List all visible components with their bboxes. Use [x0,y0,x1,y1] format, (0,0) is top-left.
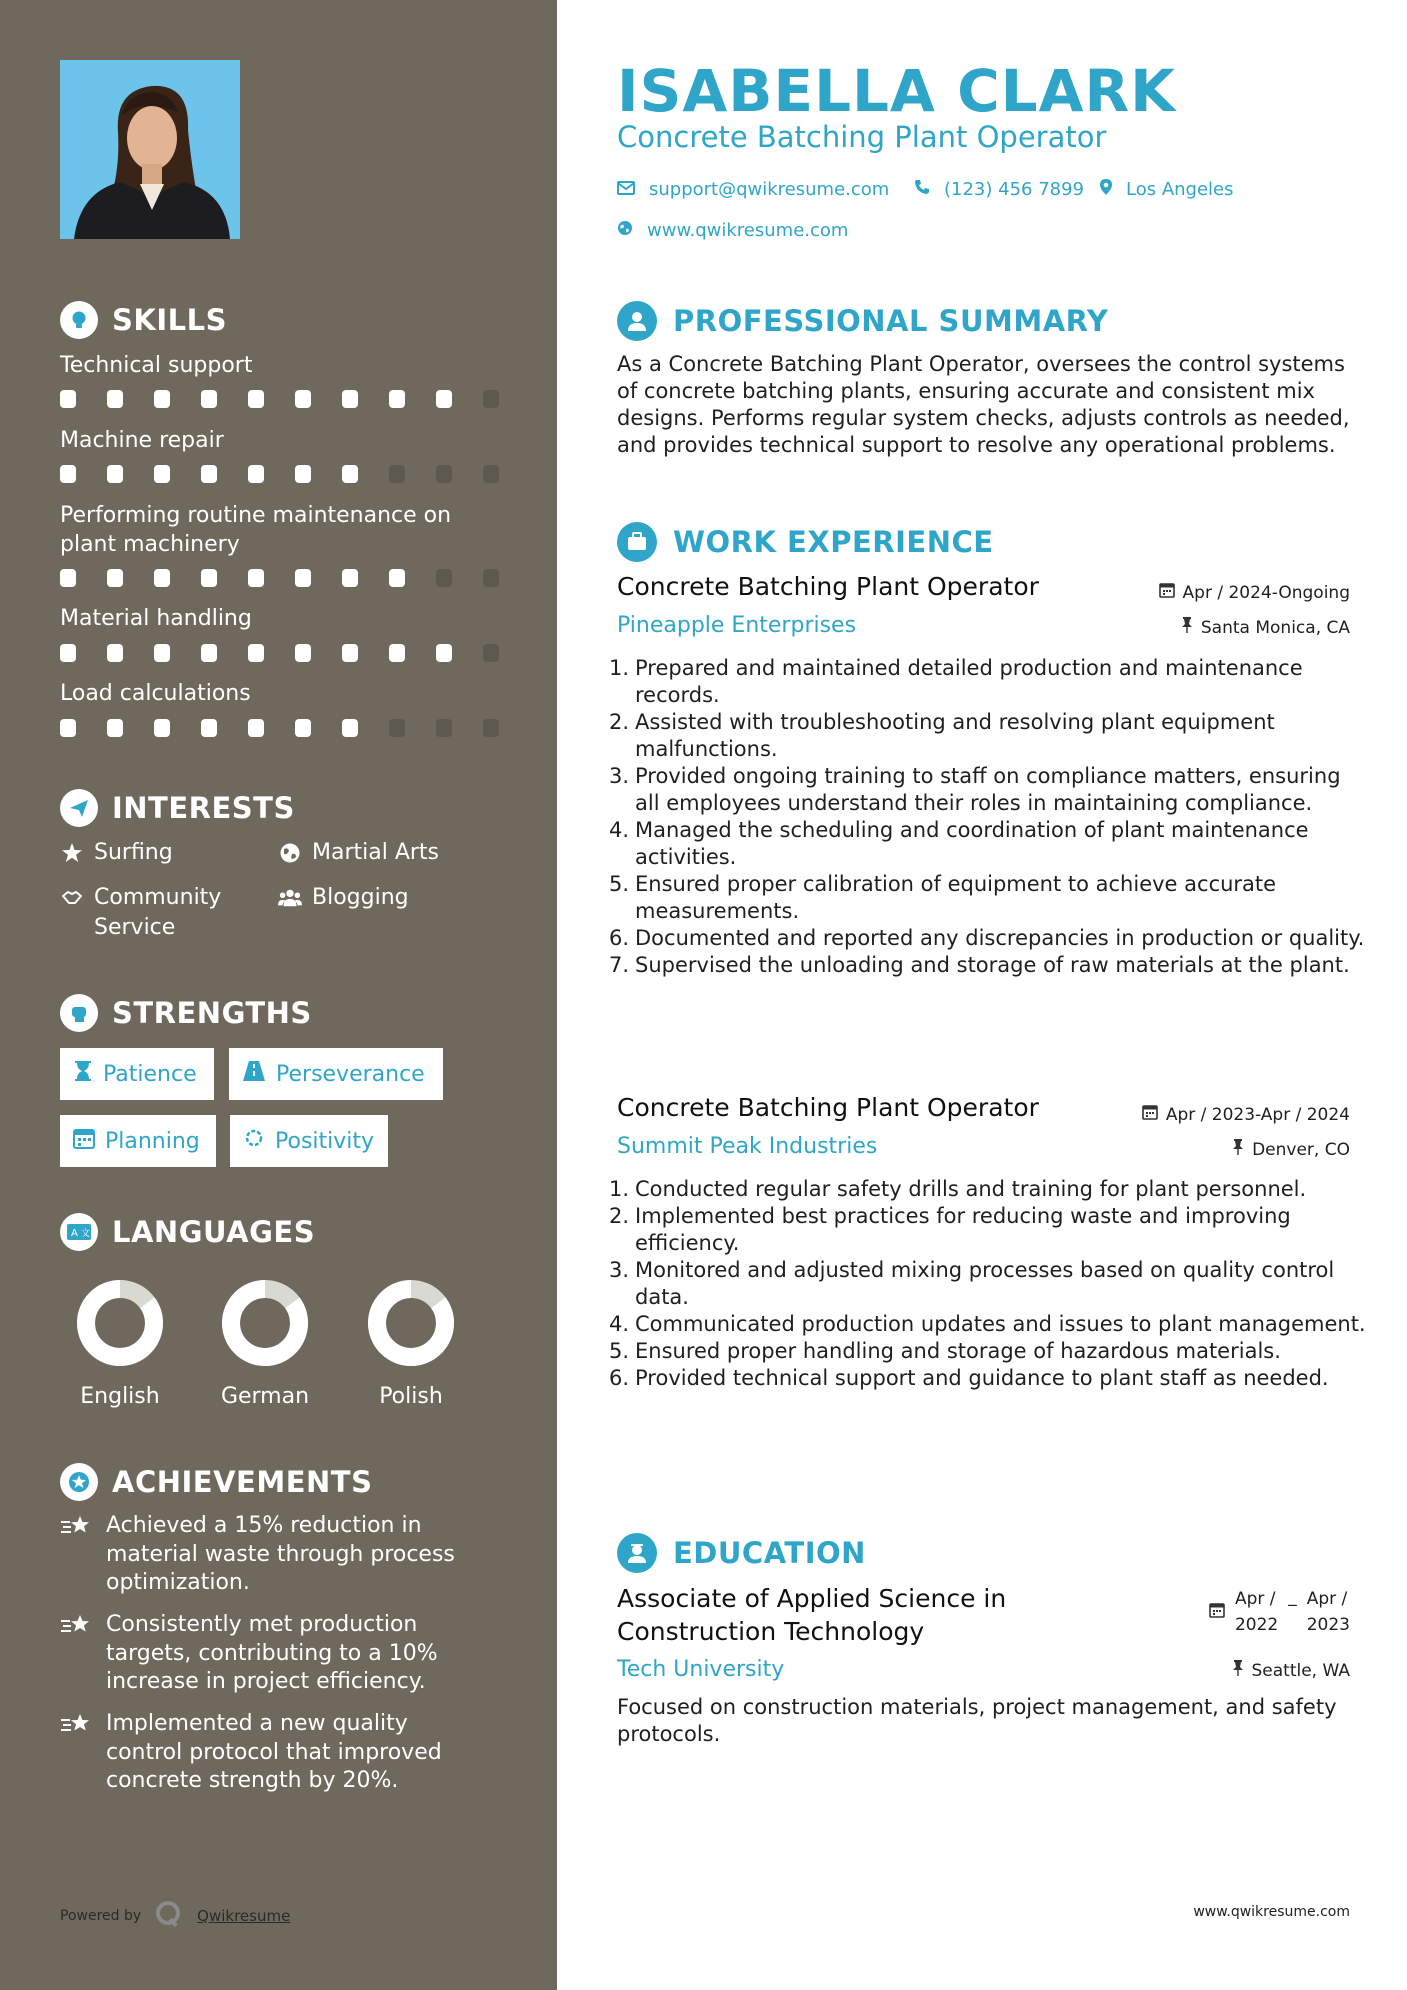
job-location-text: Denver, CO [1252,1139,1350,1160]
achievement-text: Implemented a new quality control protocol that improved concrete strength by 20%. [106,1711,442,1793]
rating-dot-filled [154,569,170,587]
education-dates [1209,1586,1350,1638]
strength-badge [230,1115,388,1167]
rating-dot-empty [389,719,405,737]
language-name: German [220,1384,310,1409]
rating-dot-filled [248,719,264,737]
rating-dot-filled [154,719,170,737]
rating-dot-empty [483,390,499,408]
rating-dot-filled [342,644,358,662]
job-role: Concrete Batching Plant Operator [617,1093,1039,1122]
graduate-icon [617,1533,657,1573]
education-location [1232,1660,1351,1681]
list-item: 3. Provided ongoing training to staff on compliance matters, ensuring all employees understand their roles in maintaining compliance. [609,764,1341,815]
sidebar [0,0,557,1990]
summary-heading-text: PROFESSIONAL SUMMARY [673,304,1109,338]
rating-dot-filled [107,719,123,737]
qwikresume-logo-icon [155,1900,183,1932]
pushpin-icon [1181,617,1193,638]
language-ring [77,1280,163,1366]
rating-dot-filled [436,644,452,662]
rating-dot-empty [483,569,499,587]
envelope-icon [617,179,635,200]
summary-heading [617,301,1108,341]
globe-icon [278,838,302,868]
strength-badge [229,1048,443,1100]
language-item [205,1280,325,1409]
strength-badge [60,1048,214,1100]
bullet-text: Assisted with troubleshooting and resolving plant equipment malfunctions. [635,710,1275,761]
list-item: 2. Assisted with troubleshooting and resolving plant equipment malfunctions. [609,710,1275,761]
contact-email[interactable] [617,179,889,200]
interests-heading-text: INTERESTS [112,791,295,825]
skill-item [60,426,500,455]
rating-dot-filled [60,390,76,408]
bullet-text: Managed the scheduling and coordination of plant maintenance activities. [635,818,1309,869]
rating-dot-filled [295,644,311,662]
rating-dot-filled [389,644,405,662]
languages-heading [60,1213,315,1251]
bullet-text: Monitored and adjusted mixing processes based on quality control data. [635,1258,1335,1309]
interest-label: Martial Arts [312,840,440,865]
language-ring [368,1280,454,1366]
job-dates-text: Apr / 2023-Apr / 2024 [1165,1104,1350,1125]
candidate-title: Concrete Batching Plant Operator [617,120,1107,154]
skill-name: Machine repair [60,428,224,453]
job-company: Summit Peak Industries [617,1134,878,1159]
user-icon [617,301,657,341]
bullet-text: Implemented best practices for reducing waste and improving efficiency. [635,1204,1291,1255]
rating-dot-filled [107,465,123,483]
rating-dot-empty [483,719,499,737]
job-location [1232,1139,1350,1160]
rating-dot-filled [107,644,123,662]
rating-dot-filled [342,569,358,587]
skill-name: Technical support [60,353,253,378]
job-role: Concrete Batching Plant Operator [617,572,1039,601]
bullet-text: Supervised the unloading and storage of raw materials at the plant. [635,953,1350,977]
skills-heading-text: SKILLS [112,303,227,337]
rating-dot-filled [295,569,311,587]
interest-label: Surfing [94,840,173,865]
rating-dot-empty [483,465,499,483]
achievement-item [60,1710,480,1796]
education-description: Focused on construction materials, project management, and safety protocols. [617,1695,1337,1746]
job-bullets [609,655,1369,979]
bullet-text: Documented and reported any discrepancies in production or quality. [635,926,1365,950]
education-heading-text: EDUCATION [673,1536,866,1570]
job-dates [1142,1104,1350,1125]
phone-icon [914,179,930,200]
rating-dot-filled [60,465,76,483]
skill-rating [60,644,499,662]
rating-dot-filled [295,465,311,483]
language-name: Polish [379,1384,443,1409]
contact-phone[interactable] [914,179,1084,200]
users-icon [278,883,302,913]
education-end [1307,1586,1350,1638]
star-badge-icon [60,1463,98,1501]
list-item: 1. Prepared and maintained detailed production and maintenance records. [609,656,1303,707]
pushpin-icon [1232,1139,1244,1160]
list-item: 4. Managed the scheduling and coordination of plant maintenance activities. [609,818,1309,869]
rating-dot-empty [436,569,452,587]
phone-text: (123) 456 7899 [944,179,1085,200]
job-bullets [609,1176,1369,1392]
rating-dot-empty [436,719,452,737]
candidate-name: ISABELLA CLARK [617,57,1177,125]
svg-text:文: 文 [81,1229,91,1239]
list-item: 7. Supervised the unloading and storage of raw materials at the plant. [609,953,1350,977]
achievement-item [60,1611,480,1697]
list-item: 3. Monitored and adjusted mixing processes based on quality control data. [609,1258,1335,1309]
job-dates-text: Apr / 2024-Ongoing [1182,582,1350,603]
education-start-month: Apr / [1234,1589,1276,1609]
bullet-text: Ensured proper handling and storage of hazardous materials. [635,1339,1281,1363]
strengths-heading [60,994,312,1032]
website-text: www.qwikresume.com [647,220,849,241]
skill-rating [60,465,499,483]
handshake-icon [60,883,84,913]
skill-name: Material handling [60,606,252,631]
education-school: Tech University [617,1657,785,1682]
language-ring [222,1280,308,1366]
achievements-heading-text: ACHIEVEMENTS [112,1465,373,1499]
interest-item [60,838,173,868]
skill-item [60,604,500,633]
skill-rating [60,390,499,408]
list-item: 1. Conducted regular safety drills and training for plant personnel. [609,1177,1307,1201]
contact-website[interactable] [617,220,848,241]
rating-dot-filled [201,644,217,662]
strength-label: Perseverance [276,1061,425,1087]
job-dates [1159,582,1350,603]
job-location [1181,617,1350,638]
rating-dot-filled [60,719,76,737]
achievement-item [60,1512,480,1598]
language-item [351,1280,471,1409]
bullet-text: Ensured proper calibration of equipment to achieve accurate measurements. [635,872,1277,923]
bullet-text: Provided technical support and guidance to plant staff as needed. [635,1366,1329,1390]
rating-dot-filled [154,644,170,662]
powered-by-label: Powered by [60,1908,142,1924]
rating-dot-filled [201,719,217,737]
profile-photo [60,60,240,239]
powered-by [60,1900,290,1932]
job-company: Pineapple Enterprises [617,613,857,638]
list-item: 5. Ensured proper calibration of equipment to achieve accurate measurements. [609,872,1277,923]
rating-dot-filled [107,569,123,587]
experience-heading-text: WORK EXPERIENCE [673,525,994,559]
skill-item [60,501,490,559]
education-end-year: 2023 [1306,1615,1350,1635]
calendar-icon [1209,1602,1225,1623]
rating-dot-filled [295,390,311,408]
rating-dot-filled [154,465,170,483]
bullet-text: Conducted regular safety drills and training for plant personnel. [635,1177,1307,1201]
interest-item [60,883,260,943]
rating-dot-filled [248,569,264,587]
job-location-text: Santa Monica, CA [1200,617,1350,638]
education-location-text: Seattle, WA [1251,1660,1350,1681]
education-date-separator: _ [1288,1587,1297,1607]
footer-url[interactable]: www.qwikresume.com [1193,1904,1350,1920]
summary-text: As a Concrete Batching Plant Operator, oversees the control systems of concrete batching plants, ensuring accurate and consistent mix designs. Performs regular system checks, adjusts controls as needed, and provides technical support to resolve any operational problems. [617,352,1350,457]
interest-label: Community Service [94,885,222,940]
education-heading [617,1533,866,1573]
list-item: 2. Implemented best practices for reducing waste and improving efficiency. [609,1204,1291,1255]
lightbulb-icon [60,301,98,339]
pushpin-icon [1232,1660,1244,1681]
strength-badge [60,1115,216,1167]
education-start-year: 2022 [1234,1615,1279,1635]
calendar-icon [1159,582,1175,603]
skill-name: Load calculations [60,681,251,706]
rating-dot-filled [389,390,405,408]
rating-dot-filled [60,569,76,587]
experience-heading [617,522,994,562]
interest-label: Blogging [312,885,409,910]
star-icon [60,838,84,868]
sun-icon [243,1127,265,1155]
road-icon [242,1060,266,1088]
language-name: English [80,1384,160,1409]
rating-dot-filled [342,719,358,737]
svg-text:A: A [71,1228,78,1239]
calendar-icon [73,1127,95,1155]
shooting-star-icon [60,1710,94,1740]
list-item: 6. Documented and reported any discrepancies in production or quality. [609,926,1365,950]
skill-item [60,351,500,380]
fist-icon [60,994,98,1032]
rating-dot-empty [436,465,452,483]
languages-heading-text: LANGUAGES [112,1215,316,1249]
education-start [1235,1586,1278,1638]
strength-label: Positivity [275,1128,375,1154]
rating-dot-empty [483,644,499,662]
strength-label: Patience [103,1061,197,1087]
rating-dot-filled [201,465,217,483]
rating-dot-filled [201,569,217,587]
rating-dot-filled [295,719,311,737]
contact-location [1100,179,1234,200]
rating-dot-empty [389,465,405,483]
interests-heading [60,789,295,827]
rating-dot-filled [436,390,452,408]
rating-dot-filled [342,465,358,483]
briefcase-icon [617,522,657,562]
language-item [60,1280,180,1409]
shooting-star-icon [60,1611,94,1641]
brand-link[interactable]: Qwikresume [197,1907,291,1925]
strength-label: Planning [105,1128,200,1154]
strengths-heading-text: STRENGTHS [112,996,312,1030]
hourglass-icon [73,1060,93,1088]
skill-rating [60,719,499,737]
shooting-star-icon [60,1512,94,1542]
rating-dot-filled [248,644,264,662]
rating-dot-filled [248,390,264,408]
skills-heading [60,301,227,339]
email-text: support@qwikresume.com [649,179,890,200]
rating-dot-filled [342,390,358,408]
globe-icon [617,220,633,241]
list-item: 5. Ensured proper handling and storage of hazardous materials. [609,1339,1281,1363]
rating-dot-filled [248,465,264,483]
list-item: 6. Provided technical support and guidance to plant staff as needed. [609,1366,1329,1390]
interest-item [278,838,439,868]
rating-dot-filled [60,644,76,662]
rating-dot-filled [389,569,405,587]
language-icon [60,1213,98,1251]
achievement-text: Achieved a 15% reduction in material waste through process optimization. [106,1513,455,1595]
main-content [557,0,1407,1990]
bullet-text: Communicated production updates and issues to plant management. [635,1312,1366,1336]
bullet-text: Prepared and maintained detailed production and maintenance records. [635,656,1303,707]
rating-dot-filled [201,390,217,408]
achievements-heading [60,1463,372,1501]
interest-item [278,883,409,913]
rating-dot-filled [154,390,170,408]
education-degree: Associate of Applied Science in Construction Technology [617,1584,1007,1646]
rating-dot-filled [107,390,123,408]
achievement-text: Consistently met production targets, contributing to a 10% increase in project efficiency. [106,1612,438,1694]
map-pin-icon [1100,179,1112,200]
list-item: 4. Communicated production updates and issues to plant management. [609,1312,1366,1336]
location-text: Los Angeles [1126,179,1234,200]
calendar-icon [1142,1104,1158,1125]
skill-rating [60,569,499,587]
bullet-text: Provided ongoing training to staff on compliance matters, ensuring all employees understand their roles in maintaining compliance. [635,764,1341,815]
education-end-month: Apr / [1306,1589,1348,1609]
paper-plane-icon [60,789,98,827]
skill-name: Performing routine maintenance on plant machinery [60,503,452,557]
skill-item [60,679,500,708]
